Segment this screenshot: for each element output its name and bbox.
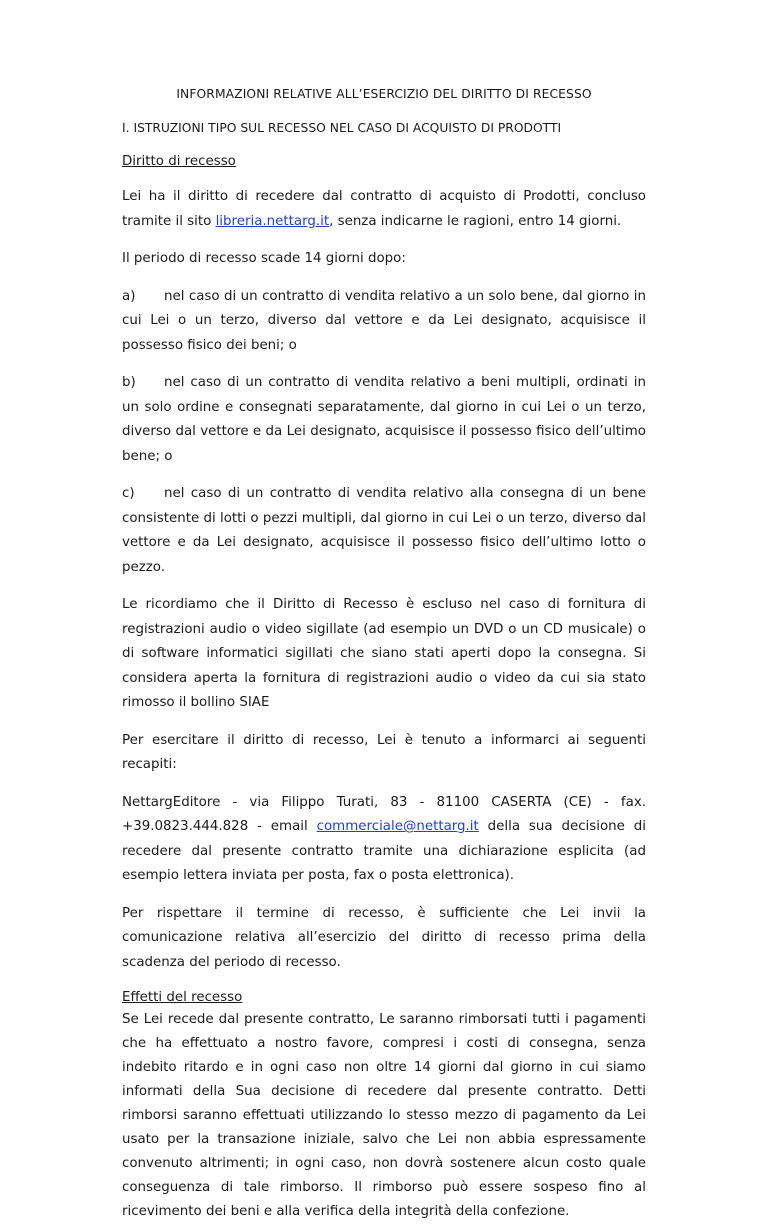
list-item-marker: c) <box>122 486 135 501</box>
list-item-text: nel caso di un contratto di vendita relativo a beni multipli, ordinati in un solo ordine e consegnati separatamente, dal giorno in cui Lei o un terzo, diverso dal vettore e da Lei designato, acquisisce il possesso fisico dell’ultimo bene; o <box>122 375 646 464</box>
list-item-text: nel caso di un contratto di vendita relativo a un solo bene, dal giorno in cui Lei o un terzo, diverso dal vettore e da Lei designato, acquisisce il possesso fisico dei beni; o <box>122 288 646 353</box>
list-item-a <box>122 285 646 359</box>
paragraph-intro-text-before: Lei ha il diritto di recedere dal contratto di acquisto di Prodotti, concluso tramite il sito <box>122 189 646 229</box>
document-title: INFORMAZIONI RELATIVE ALL’ESERCIZIO DEL DIRITTO DI RECESSO <box>176 87 592 101</box>
paragraph-contacts-text-after: della sua decisione di recedere dal presente contratto tramite una dichiarazione esplicita (ad esempio lettera inviata per posta, fax o posta elettronica). <box>122 819 646 883</box>
list-item-c <box>122 482 646 580</box>
section-heading: I. ISTRUZIONI TIPO SUL RECESSO NEL CASO DI ACQUISTO DI PRODOTTI <box>122 121 562 135</box>
paragraph-intro <box>122 185 646 234</box>
paragraph-period: Il periodo di recesso scade 14 giorni dopo: <box>122 251 406 266</box>
paragraph-exclusion: Le ricordiamo che il Diritto di Recesso è escluso nel caso di fornitura di registrazioni audio o video sigillate (ad esempio un DVD o un CD musicale) o di software informatici sigillati che siano stati aperti dopo la consegna. Si considera aperta la fornitura di registrazioni audio o video da cui sia stato rimosso il bollino SIAE <box>122 597 646 710</box>
list-item-marker: b) <box>122 375 136 390</box>
paragraph-contacts <box>122 791 646 889</box>
paragraph-deadline: Per rispettare il termine di recesso, è sufficiente che Lei invii la comunicazione relativa all’esercizio del diritto di recesso prima della scadenza del periodo di recesso. <box>122 905 646 970</box>
subheading-diritto-di-recesso: Diritto di recesso <box>122 154 236 169</box>
subheading-effetti-del-recesso: Effetti del recesso <box>122 990 243 1005</box>
list-item-b <box>122 371 646 469</box>
list-item-marker: a) <box>122 288 136 304</box>
email-link[interactable]: commerciale@nettarg.it <box>316 819 479 834</box>
paragraph-intro-text-after: , senza indicarne le ragioni, entro 14 giorni. <box>329 213 622 229</box>
paragraph-contacts-intro: Per esercitare il diritto di recesso, Lei è tenuto a informarci ai seguenti recapiti: <box>122 732 646 772</box>
list-item-text: nel caso di un contratto di vendita relativo alla consegna di un bene consistente di lotti o pezzi multipli, dal giorno in cui Lei o un terzo, diverso dal vettore e da Lei designato, acquisisce il possesso fisico dell’ultimo lotto o pezzo. <box>122 486 646 575</box>
paragraph-contacts-text-before: NettargEditore - via Filippo Turati, 83 - 81100 CASERTA (CE) - fax. +39.0823.444.828 - email <box>122 794 646 834</box>
paragraph-effects: Se Lei recede dal presente contratto, Le saranno rimborsati tutti i pagamenti che ha effettuato a nostro favore, compresi i costi di consegna, senza indebito ritardo e in ogni caso non oltre 14 giorni dal giorno in cui siamo informati della Sua decisione di recedere dal presente contratto. Detti rimborsi saranno effettuati utilizzando lo stesso mezzo di pagamento da Lei usato per la transazione iniziale, salvo che Lei non abbia espressamente convenuto altrimenti; in ogni caso, non dovrà sostenere alcun costo quale conseguenza di tale rimborso. Il rimborso può essere sospeso fino al ricevimento dei beni e alla verifica della integrità della confezione. <box>122 1012 646 1219</box>
libreria-link[interactable]: libreria.nettarg.it <box>215 213 330 229</box>
